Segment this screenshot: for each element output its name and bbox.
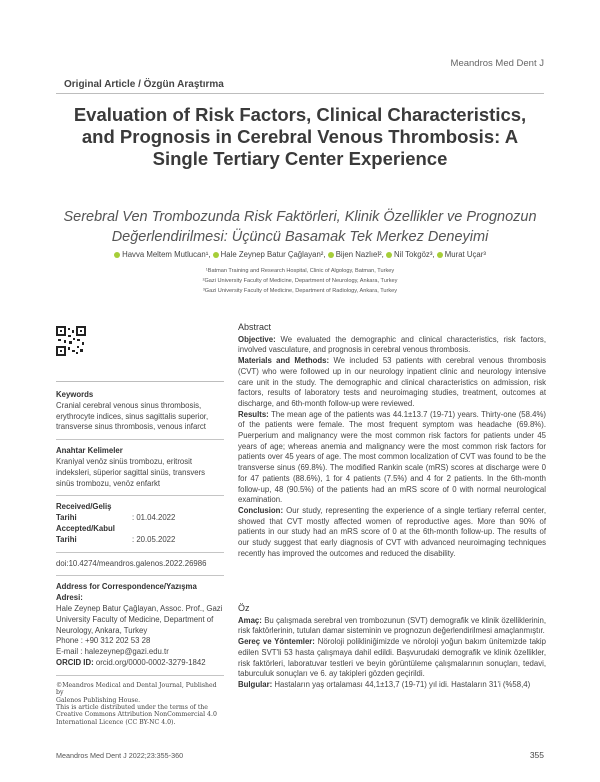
oz-gerec: Gereç ve Yöntemler: Nöroloji polikliniğimizde ve nöroloji yoğun bakım ünitemizde takip edilen SVT'li 53 hasta çalışmaya dahil edildi. Başvurudaki demografik ve klinik özellikler, risk faktörleri, laboratuvar testleri ve beyin görüntüleme çalışmalarının sonuçları, tedavi, taburculuk sonuçları ve 6. ay takipleri gözden geçirildi. — [238, 637, 546, 679]
correspondence-address: Hale Zeynep Batur Çağlayan, Assoc. Prof., Gazi University Faculty of Medicine, Department of Neurology, Ankara, Turkey — [56, 603, 223, 635]
correspondence-heading: Address for Correspondence/Yazışma Adresi: — [56, 582, 197, 603]
qr-code-icon[interactable] — [56, 326, 86, 356]
keywords-heading: Keywords — [56, 390, 94, 399]
orcid-icon[interactable] — [386, 252, 392, 258]
copyright-notice: ©Meandros Medical and Dental Journal, Published by Galenos Publishing House. This is article distributed under the terms of the Creative Commons Attribution NonCommercial 4.0 International Licence (CC BY-NC 4.0). — [56, 681, 217, 726]
article-type: Original Article / Özgün Araştırma — [64, 79, 224, 90]
divider — [56, 495, 224, 496]
divider — [56, 575, 224, 576]
author-name: Havva Meltem Mutlucan¹ — [122, 250, 209, 259]
divider — [56, 439, 224, 440]
abstract-objective: Objective: We evaluated the demographic and clinical characteristics, risk factors, involved vasculature, and prognosis in cerebral venous thrombosis. — [238, 334, 546, 355]
journal-name: Meandros Med Dent J — [450, 58, 544, 69]
article-title: Evaluation of Risk Factors, Clinical Characteristics, and Prognosis in Cerebral Venous Thrombosis: A Single Tertiary Center Experience — [73, 104, 527, 169]
accepted-date: Accepted/Kabul Tarihi : 20.05.2022 — [56, 523, 176, 544]
affiliation: ¹Batman Training and Research Hospital, Clinic of Algology, Batman, Turkey — [205, 268, 395, 274]
keywords-section — [56, 390, 224, 726]
author-list: Havva Meltem Mutlucan¹, Hale Zeynep Batur Çağlayan², Bijen Nazlıel², Nil Tokgöz³, Murat Uçar³ — [60, 250, 540, 259]
page-number: 355 — [529, 750, 544, 760]
divider — [56, 552, 224, 553]
orcid-line: ORCID ID: orcid.org/0000-0002-3279-1842 — [56, 657, 206, 667]
abstract-section — [238, 322, 546, 559]
affiliation: ²Gazi University Faculty of Medicine, Department of Neurology, Ankara, Turkey — [202, 278, 398, 284]
keywords-tr-text: Kraniyal venöz sinüs trombozu, eritrosit indeksleri, süperior sagittal sinüs, transvers sinüs trombozu, venöz enfarkt — [56, 456, 206, 488]
orcid-icon[interactable] — [437, 252, 443, 258]
header-divider — [56, 93, 544, 94]
doi-link[interactable]: doi:10.4274/meandros.galenos.2022.26986 — [56, 558, 207, 568]
sidebar-divider — [56, 381, 224, 382]
oz-section — [238, 603, 546, 691]
author-name: Nil Tokgöz³ — [394, 250, 433, 259]
abstract-heading: Abstract — [238, 322, 272, 332]
divider — [56, 675, 224, 676]
affiliation: ³Gazi University Faculty of Medicine, Department of Radiology, Ankara, Turkey — [202, 288, 398, 294]
affiliations — [60, 266, 540, 296]
keywords-tr-heading: Anahtar Kelimeler — [56, 446, 123, 456]
received-date: Received/Geliş Tarihi : 01.04.2022 — [56, 502, 176, 523]
orcid-icon[interactable] — [328, 252, 334, 258]
oz-bulgular: Bulgular: Hastaların yaş ortalaması 44,1±13,7 (19-71) yıl idi. Hastaların 31'i (%58,4) — [238, 679, 531, 689]
orcid-icon[interactable] — [213, 252, 219, 258]
abstract-results: Results: The mean age of the patients was 44.1±13.7 (19-71) years. Thirty-one (58.4%) of the patients were female. The most frequent symptom was headache (69.8%). Puerperium and malignancy were the most common risk factors for patients under 45 years of age; whereas anemia and malignancy were the most common risk factors for patients over 45 years of age. The most common localization of CVT was found to be the transverse sinus (69.8%). The modified Rankin scale (mRS) scores at discharge were 0 for 47 patients (88.6%), 1 for 4 patients (7.5%) and 4 for 2 patients. In the 6th-month follow-up, 48 (90.5%) of the patients had an mRS score of 0 with normal neurological examination. — [238, 409, 546, 505]
correspondence-email[interactable]: E-mail : halezeynep@gazi.edu.tr — [56, 647, 169, 657]
abstract-conclusion: Conclusion: Our study, representing the experience of a single tertiary referral center, showed that CVT mostly affected women of reproductive ages. More than 90% of patients in our study had an mRS score of 0 at the 6th-month follow-up. The results of our study suggest that early diagnosis of CVT with advanced neuroimaging techniques recently has improved the outcomes and reduced the disability. — [238, 505, 546, 558]
keywords-text: Cranial cerebral venous sinus thrombosis, erythrocyte indices, sinus sagittalis superior, transverse sinus thrombosis, venous infarct — [56, 400, 209, 432]
author-name: Murat Uçar³ — [444, 250, 486, 259]
oz-heading: Öz — [238, 603, 250, 613]
article-title-turkish: Serebral Ven Trombozunda Risk Faktörleri, Klinik Özellikler ve Prognozun Değerlendirilmesi: Üçüncü Basamak Tek Merkez Deneyimi — [63, 209, 537, 245]
author-name: Hale Zeynep Batur Çağlayan² — [220, 250, 324, 259]
author-name: Bijen Nazlıel² — [335, 250, 382, 259]
correspondence-phone: Phone : +90 312 202 53 28 — [56, 636, 151, 646]
oz-amac: Amaç: Bu çalışmada serebral ven trombozunun (SVT) demografik ve klinik özelliklerinin, risk faktörlerinin, tutulan damar sisteminin ve prognozun değerlendirilmesi amaçlanmıştır. — [238, 615, 546, 636]
citation-footer: Meandros Med Dent J 2022;23:355-360 — [56, 751, 184, 760]
orcid-icon[interactable] — [114, 252, 120, 258]
abstract-methods: Materials and Methods: We included 53 patients with cerebral venous thrombosis (CVT) who were followed up in our neurology inpatient clinic and neurology intensive care unit in the study. The demographic and clinical characteristics on admission, risk factors, results of laboratory tests and neuroimaging studies, treatment, outcomes at discharge, and 6th-month follow-up were reviewed. — [238, 356, 546, 408]
